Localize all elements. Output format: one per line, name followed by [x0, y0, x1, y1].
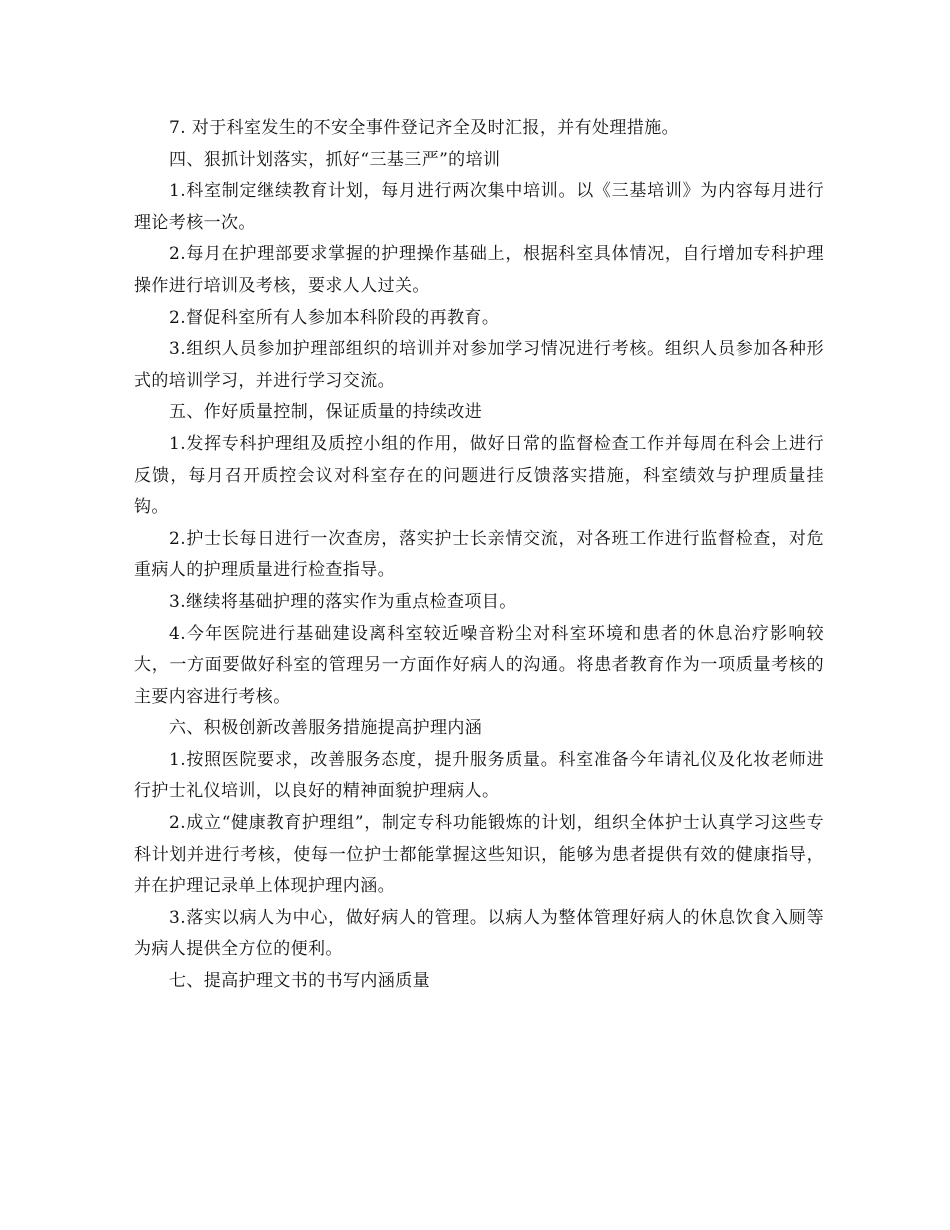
paragraph-health-education-group: 2.成立“健康教育护理组”，制定专科功能锻炼的计划，组织全体护士认真学习这些专科计划并进行考核，使每一位护士都能掌握这些知识，能够为患者提供有效的健康指导，并在护理记录单上体现护理内涵。 [134, 813, 824, 897]
section-heading-4: 四、狠抓计划落实，抓好“三基三严”的培训 [169, 149, 501, 170]
paragraph-patient-centered: 3.落实以病人为中心，做好病人的管理。以病人为整体管理好病人的休息饮食入厕等为病人提供全方位的便利。 [134, 907, 824, 960]
paragraph-service-attitude: 1.按照医院要求，改善服务态度，提升服务质量。科室准备今年请礼仪及化妆老师进行护士礼仪培训，以良好的精神面貌护理病人。 [134, 749, 824, 802]
document-body [134, 113, 824, 998]
paragraph-construction-noise: 4.今年医院进行基础建设离科室较近噪音粉尘对科室环境和患者的休息治疗影响较大，一方面要做好科室的管理另一方面作好病人的沟通。将患者教育作为一项质量考核的主要内容进行考核。 [134, 623, 824, 707]
paragraph-head-nurse-rounds: 2.护士长每日进行一次查房，落实护士长亲情交流，对各班工作进行监督检查，对危重病人的护理质量进行检查指导。 [134, 528, 824, 581]
paragraph-monthly-operation: 2.每月在护理部要求掌握的护理操作基础上，根据科室具体情况，自行增加专科护理操作进行培训及考核，要求人人过关。 [134, 244, 824, 296]
paragraph-quality-control-group: 1.发挥专科护理组及质控小组的作用，做好日常的监督检查工作并每周在科会上进行反馈，每月召开质控会议对科室存在的问题进行反馈落实措施，科室绩效与护理质量挂钩。 [134, 433, 824, 518]
section-heading-7: 七、提高护理文书的书写内涵质量 [169, 971, 430, 992]
paragraph-basic-nursing-check: 3.继续将基础护理的落实作为重点检查项目。 [169, 591, 517, 612]
paragraph-organize-training: 3.组织人员参加护理部组织的培训并对参加学习情况进行考核。组织人员参加各种形式的培训学习，并进行学习交流。 [134, 339, 824, 391]
paragraph-training-plan: 1.科室制定继续教育计划，每月进行两次集中培训。以《三基培训》为内容每月进行理论考核一次。 [134, 181, 824, 233]
section-heading-5: 五、作好质量控制，保证质量的持续改进 [169, 402, 483, 423]
section-heading-6: 六、积极创新改善服务措施提高护理内涵 [169, 718, 483, 739]
paragraph-item-7-incident-report: 7. 对于科室发生的不安全事件登记齐全及时汇报，并有处理措施。 [169, 118, 680, 138]
paragraph-continuing-education: 2.督促科室所有人参加本科阶段的再教育。 [169, 307, 500, 328]
